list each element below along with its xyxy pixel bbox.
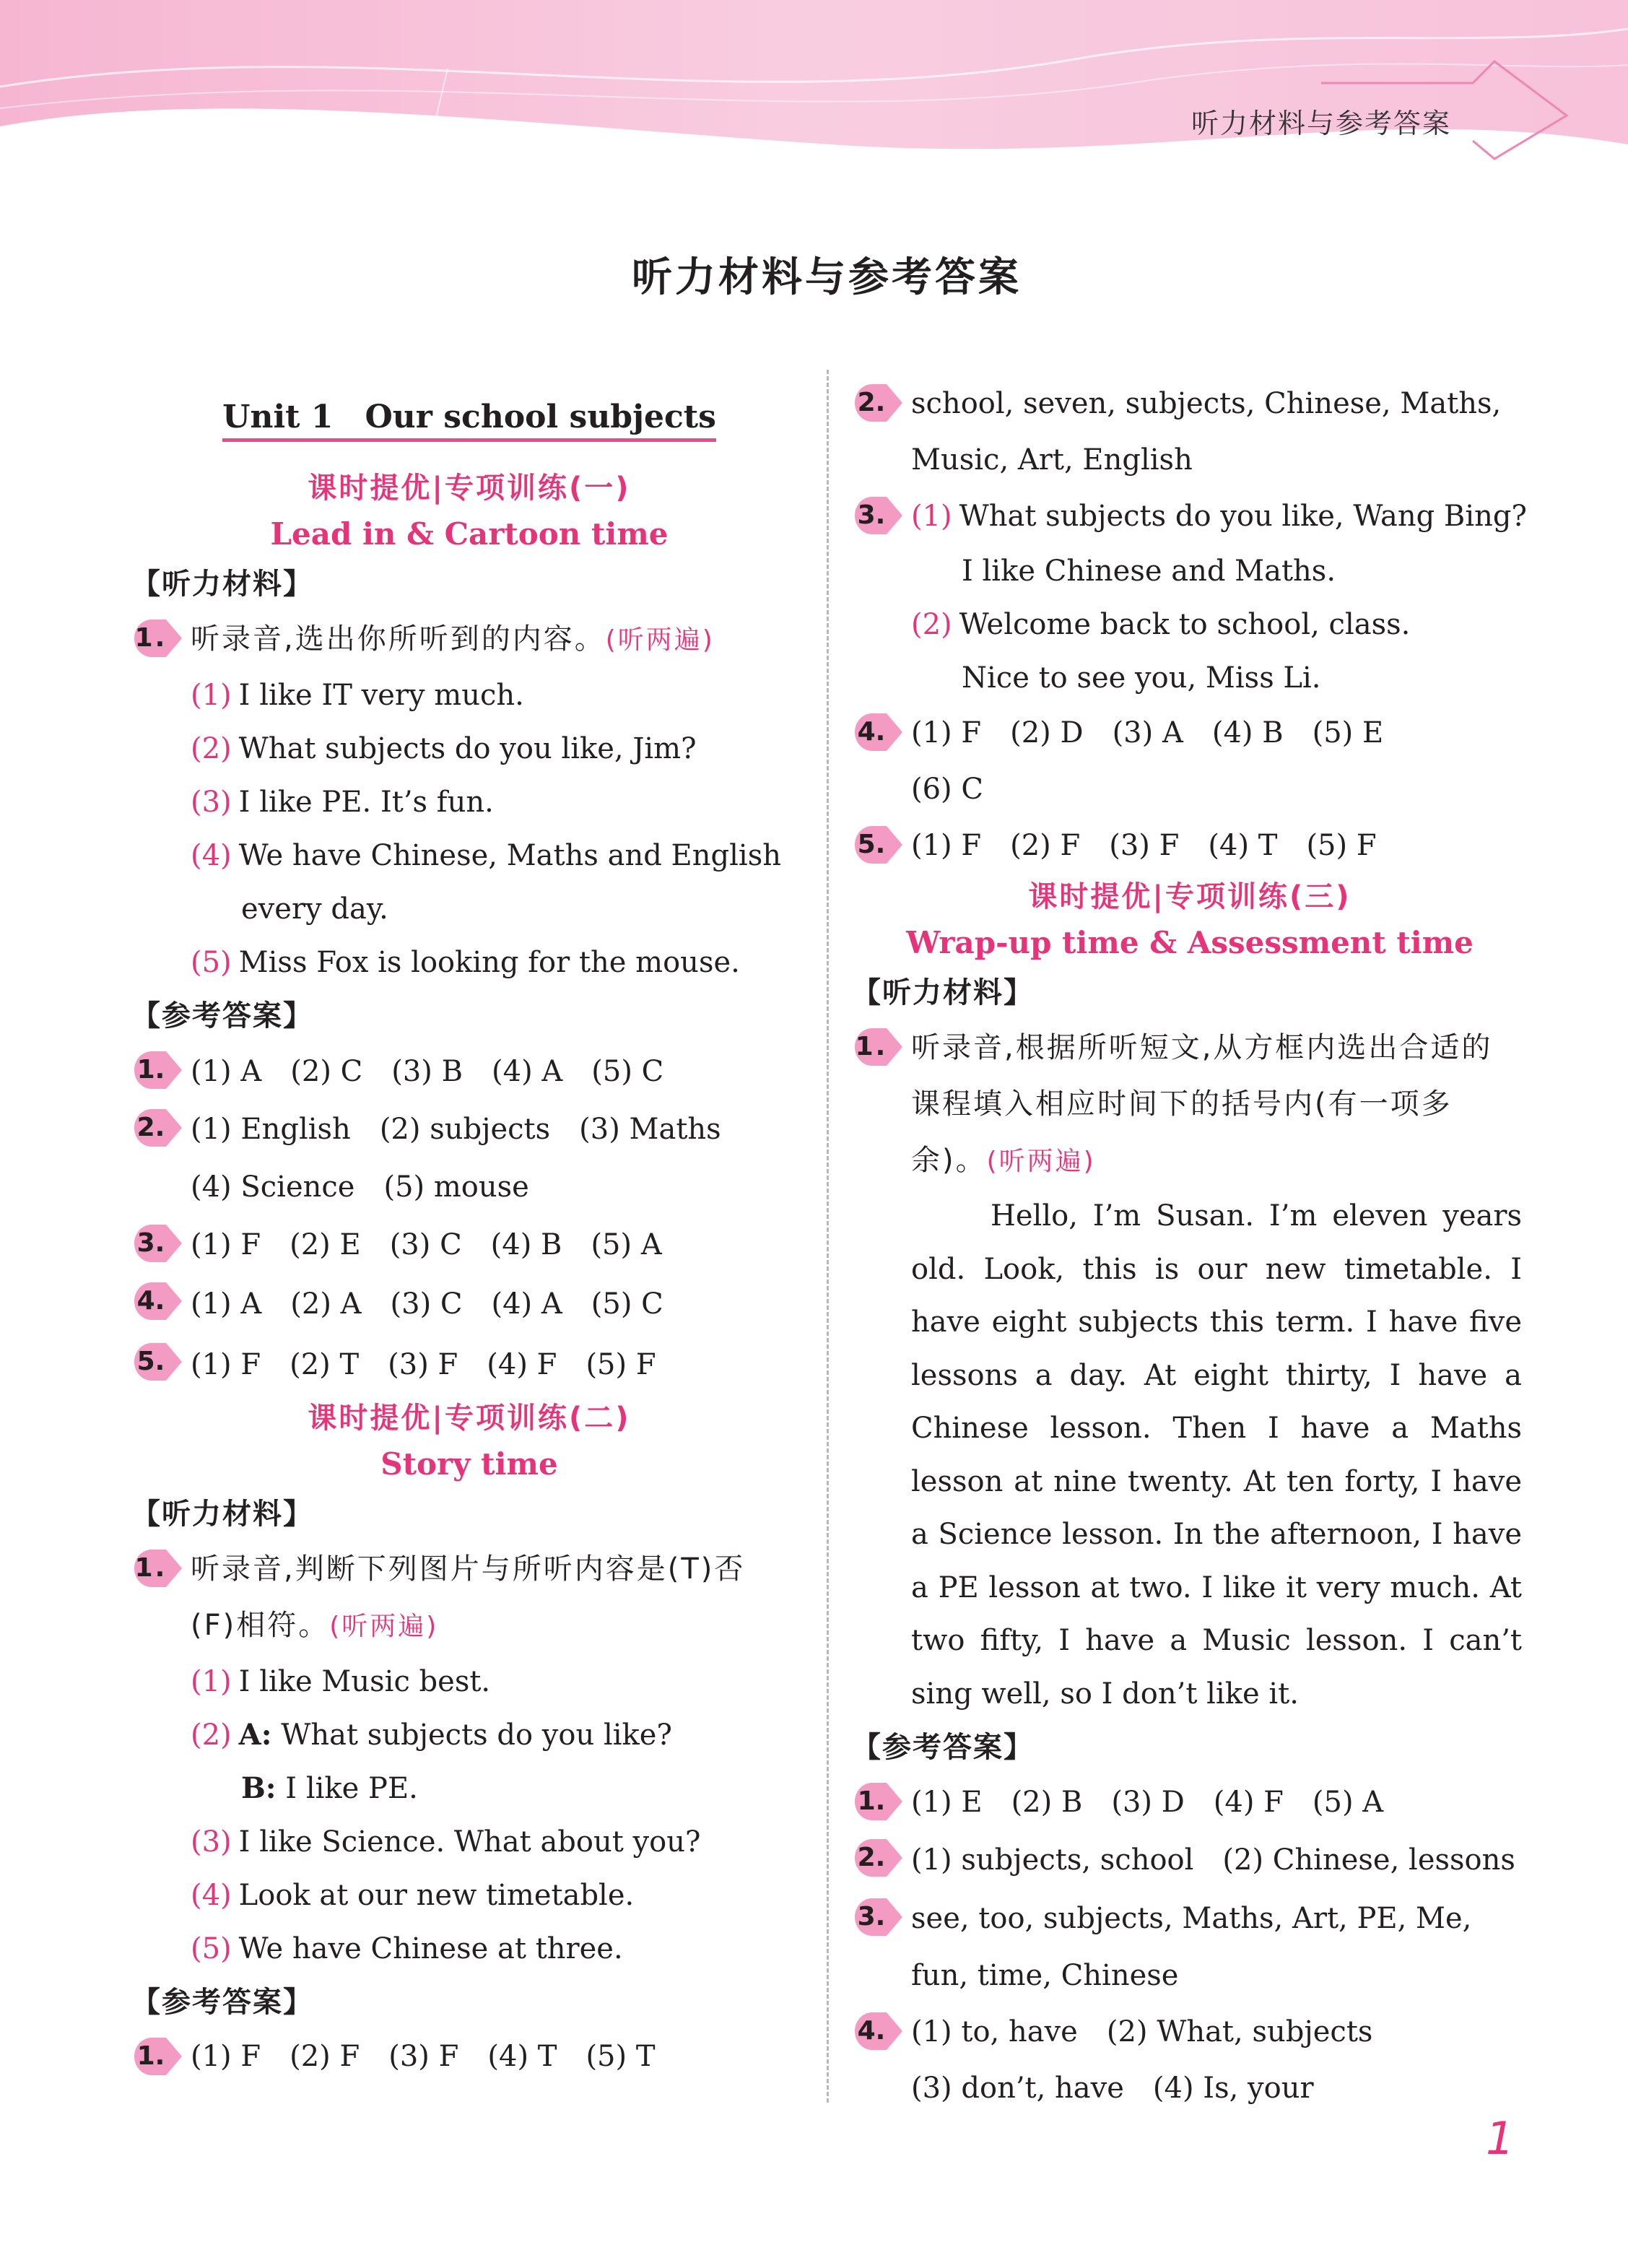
right-column xyxy=(852,375,1527,2116)
answer-label: 【参考答案】 xyxy=(852,1731,1034,1764)
answer-row-continued: I like Chinese and Maths. xyxy=(962,555,1336,588)
list-item: (2) What subjects do you like, Jim? xyxy=(191,732,697,765)
section-heading-zh: 课时提优|专项训练(三) xyxy=(1028,880,1351,913)
answer-row: 2. school, seven, subjects, Chinese, Maths, xyxy=(858,375,1522,432)
section-heading-en: Story time xyxy=(380,1446,558,1482)
answer-label: 【参考答案】 xyxy=(131,1986,313,2019)
section-heading-zh: 课时提优|专项训练(二) xyxy=(308,1402,631,1435)
page-title: 听力材料与参考答案 xyxy=(632,254,1022,301)
question-number-badge: 2. xyxy=(855,384,904,422)
answer-row: 4. (1) F (2) D (3) A (4) B (5) E xyxy=(858,705,1522,761)
unit-title: Unit 1 Our school subjects xyxy=(137,401,801,433)
section-heading-en: Wrap-up time & Assessment time xyxy=(906,925,1474,960)
question-number-badge: 2. xyxy=(134,1109,183,1147)
listening-passage: Hello, I’m Susan. I’m eleven years old. Look, this is our new timetable. I have eight subjects this term. I have five lessons a day. At eight thirty, I have a Chinese lesson. Then I have a Maths lesson at nine twenty. At ten forty, I have a Science lesson. In the afternoon, I have a PE lesson at two. I like it very much. At two fifty, I have a Music lesson. I can’t sing well, so I don’t like it. xyxy=(911,1199,1522,1711)
question-number-badge: 3. xyxy=(855,497,904,534)
question-row: 1. 听录音,选出你所听到的内容。(听两遍) xyxy=(137,611,801,669)
answer-row-continued: (3) don’t, have (4) Is, your xyxy=(911,2072,1314,2105)
list-item: (3) I like Science. What about you? xyxy=(191,1825,701,1859)
answer-row-continued: fun, time, Chinese xyxy=(911,1959,1179,1992)
answer-row: 2. (1) English (2) subjects (3) Maths xyxy=(137,1100,801,1158)
question-number-badge: 5. xyxy=(134,1343,183,1381)
question-number-badge: 1. xyxy=(134,1550,183,1587)
listening-label: 【听力材料】 xyxy=(131,1498,313,1531)
list-item: every day. xyxy=(241,892,388,926)
listening-label: 【听力材料】 xyxy=(131,568,313,601)
question-number-badge: 1. xyxy=(134,1051,183,1089)
header-wave-decoration xyxy=(0,0,1628,173)
answer-row: 5. (1) F (2) F (3) F (4) T (5) F xyxy=(858,817,1522,874)
section-heading-en: Lead in & Cartoon time xyxy=(270,516,669,552)
answer-row-continued: (6) C xyxy=(911,773,983,806)
question-number-badge: 1. xyxy=(855,1028,904,1066)
answer-row-continued: Nice to see you, Miss Li. xyxy=(962,661,1321,695)
question-number-badge: 1. xyxy=(855,1783,904,1820)
answer-row: 3. (1) What subjects do you like, Wang Bing? xyxy=(858,488,1522,544)
page-header xyxy=(0,0,1628,173)
list-item: (4) Look at our new timetable. xyxy=(191,1879,635,1912)
listening-label: 【听力材料】 xyxy=(852,976,1034,1009)
question-number-badge: 4. xyxy=(134,1282,183,1320)
answer-row: (2) Welcome back to school, class. xyxy=(911,608,1411,641)
list-item: (5) We have Chinese at three. xyxy=(191,1932,623,1965)
question-number-badge: 4. xyxy=(855,2012,904,2050)
question-row-continued: (F)相符。(听两遍) xyxy=(191,1609,439,1642)
answer-row-continued: Music, Art, English xyxy=(911,443,1193,477)
question-number-badge: 5. xyxy=(855,826,904,864)
question-number-badge: 4. xyxy=(855,713,904,751)
answer-row: 3. see, too, subjects, Maths, Art, PE, Me, xyxy=(858,1890,1522,1947)
question-row-continued: 课程填入相应时间下的括号内(有一项多 xyxy=(911,1087,1453,1121)
answer-row: 3. (1) F (2) E (3) C (4) B (5) A xyxy=(137,1216,801,1274)
answer-row: 5. (1) F (2) T (3) F (4) F (5) F xyxy=(137,1334,801,1395)
list-item: (1) I like Music best. xyxy=(191,1665,491,1698)
list-item: (1) I like IT very much. xyxy=(191,679,524,712)
list-item: (3) I like PE. It’s fun. xyxy=(191,786,494,819)
page-number: 1 xyxy=(1486,2112,1515,2165)
list-item: B: I like PE. xyxy=(241,1771,418,1805)
answer-row: 1. (1) E (2) B (3) D (4) F (5) A xyxy=(858,1774,1522,1830)
question-row: 1. 听录音,判断下列图片与所听内容是(T)否 xyxy=(137,1541,801,1597)
column-divider xyxy=(827,370,829,2103)
answer-row: 1. (1) A (2) C (3) B (4) A (5) C xyxy=(137,1043,801,1100)
question-row-continued: 余)。(听两遍) xyxy=(911,1144,1096,1177)
answer-row: 4. (1) to, have (2) What, subjects xyxy=(858,2004,1522,2060)
question-row: 1. 听录音,根据所听短文,从方框内选出合适的 xyxy=(858,1020,1522,1076)
answer-label: 【参考答案】 xyxy=(131,999,313,1033)
answer-row: 4. (1) A (2) A (3) C (4) A (5) C xyxy=(137,1274,801,1334)
question-number-badge: 1. xyxy=(134,2038,183,2075)
list-item: (2) A: What subjects do you like? xyxy=(191,1718,672,1752)
list-item: (4) We have Chinese, Maths and English xyxy=(191,839,781,872)
question-number-badge: 3. xyxy=(134,1225,183,1262)
answer-row: 1. (1) F (2) F (3) F (4) T (5) T xyxy=(137,2029,801,2084)
question-number-badge: 1. xyxy=(134,620,183,657)
list-item: (5) Miss Fox is looking for the mouse. xyxy=(191,946,740,979)
left-column xyxy=(131,375,801,2084)
question-number-badge: 2. xyxy=(855,1839,904,1877)
answer-row-continued: (4) Science (5) mouse xyxy=(191,1170,529,1204)
answer-row: 2. (1) subjects, school (2) Chinese, lessons xyxy=(858,1830,1522,1890)
section-heading-zh: 课时提优|专项训练(一) xyxy=(308,472,631,505)
running-title: 听力材料与参考答案 xyxy=(1191,108,1452,139)
question-number-badge: 3. xyxy=(855,1898,904,1936)
